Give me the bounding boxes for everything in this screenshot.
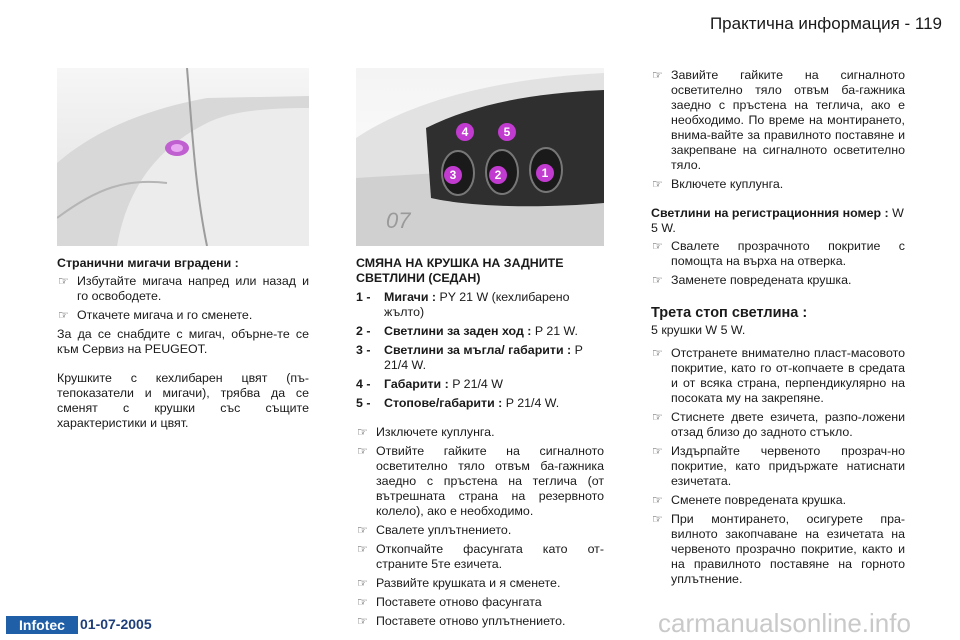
list-item: ☞ При монтирането, осигурете пра-вилното закопчаване на езичетата на червеното прозрачно покритие, както и на правилното поставяне на горното уплътнение. (652, 512, 905, 586)
pointing-hand-icon: ☞ (357, 576, 368, 590)
plate-light-heading: Светлини на регистрационния номер : W 5 W. (651, 206, 904, 235)
list-item: ☞ Заменете повредената крушка. (652, 273, 852, 287)
paragraph: Крушките с кехлибарен цвят (пъ-тепоказатели и мигачи), трябва да се сменят с крушки със същите характеристики и цвят. (57, 371, 309, 430)
pointing-hand-icon: ☞ (652, 177, 663, 191)
pointing-hand-icon: ☞ (357, 523, 368, 537)
list-item: 5 - Стопове/габарити : P 21/4 W. (356, 396, 560, 410)
paragraph: За да се снабдите с мигач, обърне-те се към Сервиз на PEUGEOT. (57, 327, 309, 356)
pointing-hand-icon: ☞ (652, 410, 663, 424)
column-3 (651, 68, 905, 591)
pointing-hand-icon: ☞ (652, 512, 663, 526)
list-item: 2 - Светлини за заден ход : P 21 W. (356, 324, 578, 338)
pointing-hand-icon: ☞ (652, 346, 663, 360)
side-indicator-illustration (57, 68, 309, 246)
list-item: ☞ Развийте крушката и я сменете. (357, 576, 561, 590)
pointing-hand-icon: ☞ (652, 273, 663, 287)
pointing-hand-icon: ☞ (357, 425, 368, 439)
list-item: ☞ Сменете повредената крушка. (652, 493, 847, 507)
list-item: ☞ Откачете мигача и го сменете. (58, 308, 253, 322)
pointing-hand-icon: ☞ (652, 239, 663, 253)
list-item: 1 - Мигачи : PY 21 W (кехлибарено жълто) (356, 290, 570, 319)
third-brake-light-heading: Трета стоп светлина : (651, 305, 808, 321)
list-item: ☞ Свалете прозрачното покритие с помощта на върха на отверка. (652, 239, 905, 268)
infotec-logo: Infotec (6, 616, 78, 634)
column-2 (356, 256, 604, 633)
list-item: 3 - Светлини за мъгла/ габарити : P 21/4 W. (356, 343, 583, 372)
callout-1: 1 (536, 164, 554, 182)
rear-lights-illustration (356, 68, 604, 246)
list-item: ☞ Включете куплунга. (652, 177, 784, 191)
callout-3: 3 (444, 166, 462, 184)
watermark: carmanualsonline.info (658, 608, 911, 638)
list-item: ☞ Завийте гайките на сигналното осветително тяло отвъм ба-гажника заедно с пръстена на теглича, ако е необходимо. По време на монтирането, внима-вайте за правилното поставяне и закрепване на сигналното осветително тяло. (652, 68, 905, 172)
rear-lights-heading: СМЯНА НА КРУШКА НА ЗАДНИТЕ СВЕТЛИНИ (СЕДАН) (356, 256, 564, 285)
list-item: ☞ Стиснете двете езичета, разпо-ложени отзад близо до задното стъкло. (652, 410, 905, 439)
list-item: ☞ Поставете отново фасунгата (357, 595, 542, 609)
pointing-hand-icon: ☞ (652, 68, 663, 82)
footer-date: 01-07-2005 (80, 616, 152, 632)
list-item: ☞ Свалете уплътнението. (357, 523, 512, 537)
pointing-hand-icon: ☞ (58, 274, 69, 288)
list-item: ☞ Поставете отново уплътнението. (357, 614, 566, 628)
side-indicator-photo (57, 68, 309, 246)
rear-lights-photo (356, 68, 604, 246)
reassembly-steps (651, 68, 905, 192)
list-item: ☞ Издърпайте червеното прозрач-но покритие, като придържате натиснати езичетата. (652, 444, 905, 488)
third-brake-light-bulbs: 5 крушки W 5 W. (651, 323, 746, 337)
pointing-hand-icon: ☞ (357, 542, 368, 556)
list-item: 4 - Габарити : P 21/4 W (356, 377, 503, 391)
list-item: ☞ Откопчайте фасунгата като от-страните 5те езичета. (357, 542, 604, 571)
pointing-hand-icon: ☞ (652, 444, 663, 458)
callout-4: 4 (456, 123, 474, 141)
side-indicator-steps (57, 274, 309, 323)
callout-2: 2 (489, 166, 507, 184)
callout-5: 5 (498, 123, 516, 141)
list-item: ☞ Изключете куплунга. (357, 425, 495, 439)
side-indicator-heading: Странични мигачи вградени : (57, 256, 239, 270)
list-item: ☞ Отвийте гайките на сигналното осветително тяло отвъм ба-гажника заедно с пръстена на теглича (от вътрешната страна на резервното колело), ако е необходимо. (357, 444, 604, 518)
bulb-list (356, 290, 604, 411)
list-item: ☞ Отстранете внимателно пласт-масовото покритие, като го от-копчаете в средата и от всяка страна, перпендикулярно на посоката му на закрепяне. (652, 346, 905, 405)
pointing-hand-icon: ☞ (58, 308, 69, 322)
page-header: Практична информация - 119 (709, 14, 942, 33)
pointing-hand-icon: ☞ (652, 493, 663, 507)
pointing-hand-icon: ☞ (357, 614, 368, 628)
list-item: ☞ Избутайте мигача напред или назад и го освободете. (58, 274, 309, 303)
plate-light-steps (651, 239, 905, 288)
svg-text:07: 07 (386, 208, 411, 233)
third-brake-light-steps (651, 346, 905, 587)
pointing-hand-icon: ☞ (357, 595, 368, 609)
pointing-hand-icon: ☞ (357, 444, 368, 458)
column-1 (57, 256, 309, 439)
rear-lights-steps (356, 425, 604, 629)
